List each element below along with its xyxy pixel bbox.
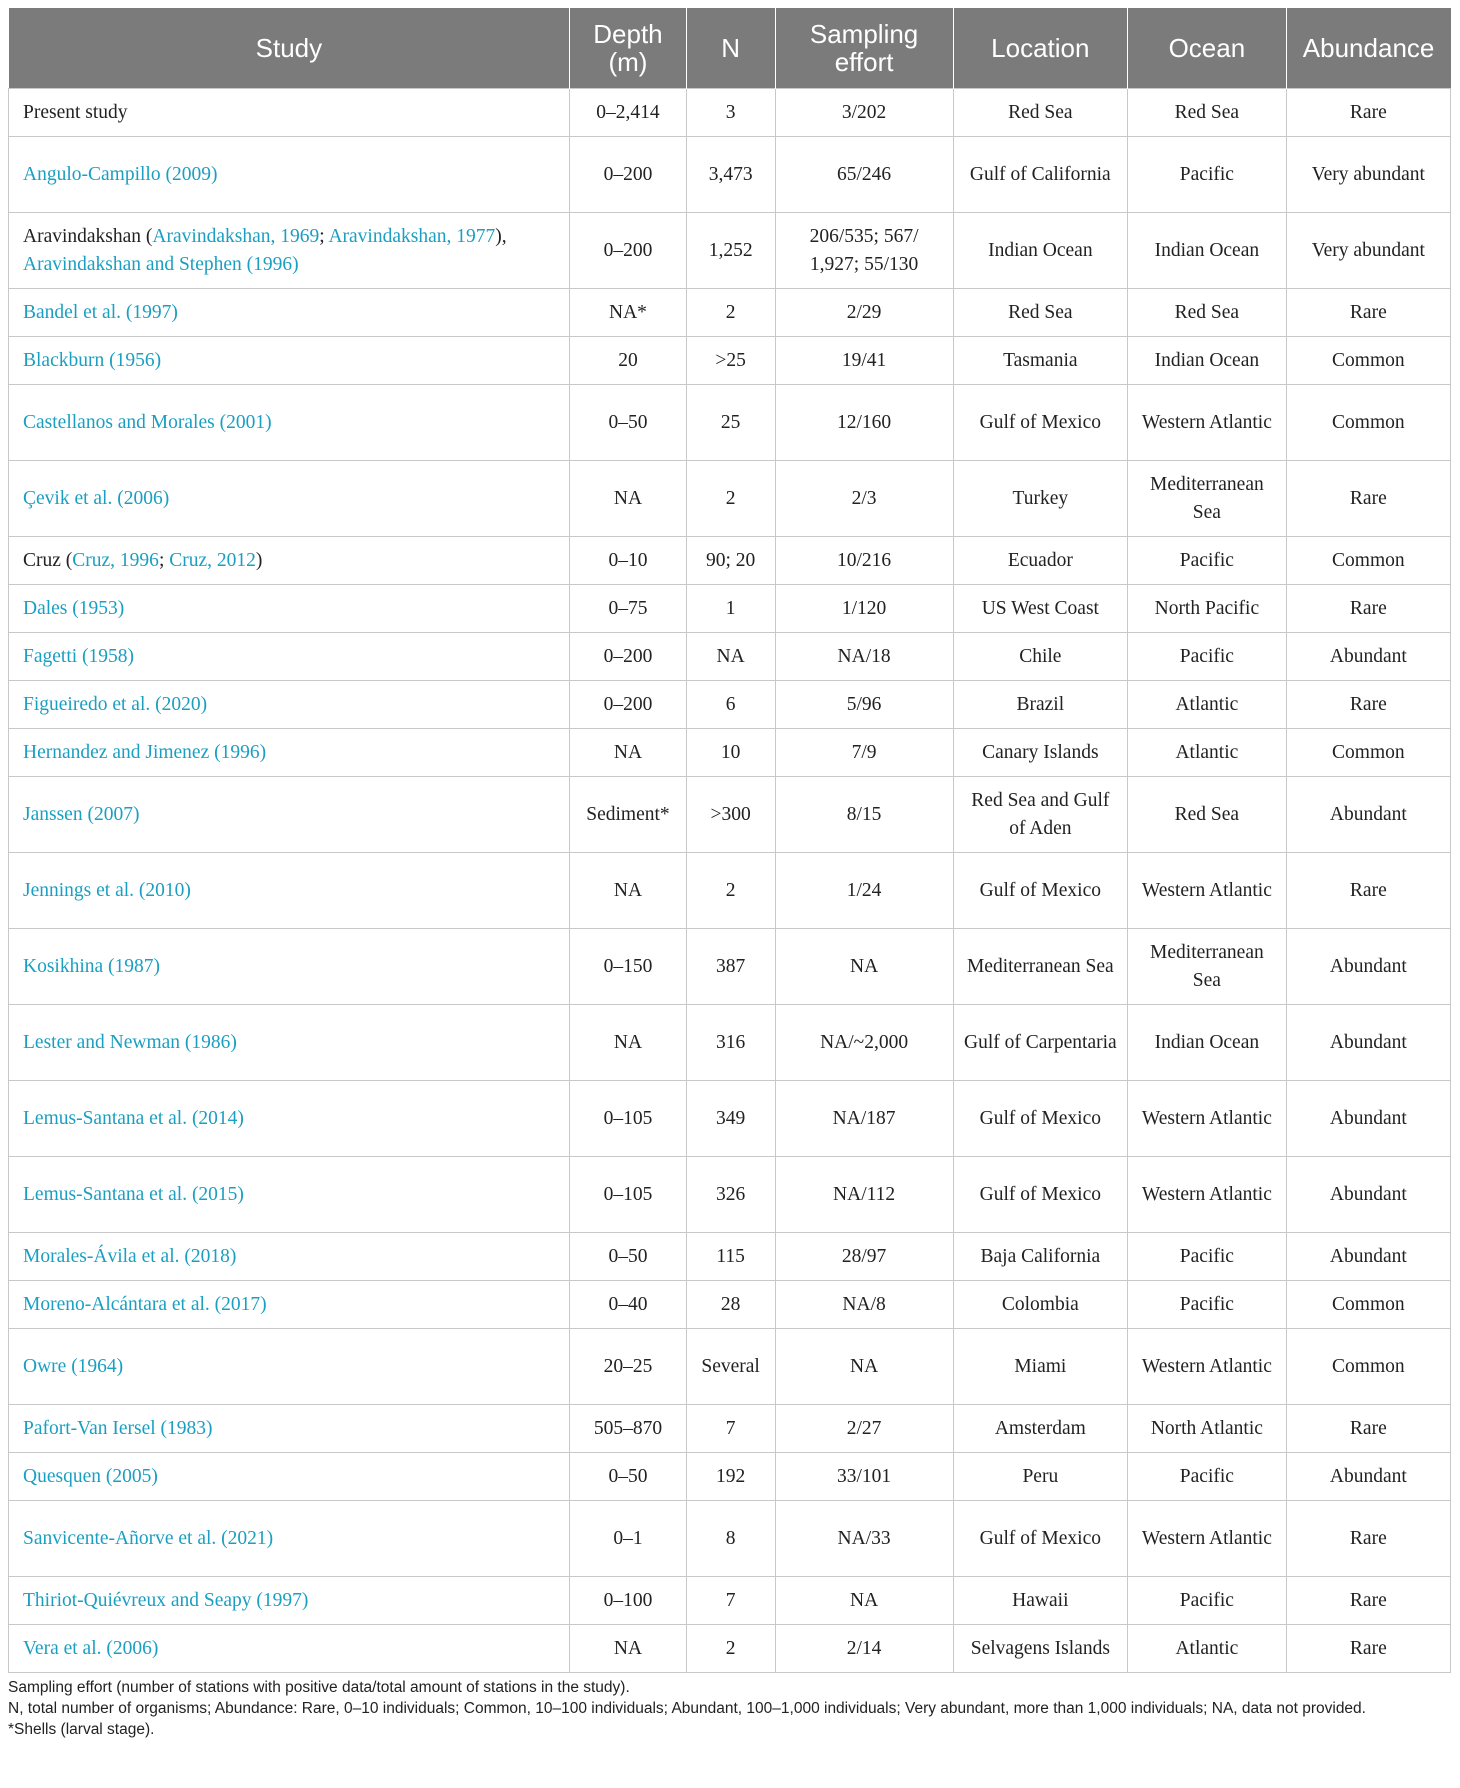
- cell-effort: NA/18: [775, 633, 953, 681]
- cell-ocean: Western Atlantic: [1128, 385, 1287, 461]
- cell-location: Hawaii: [953, 1577, 1128, 1625]
- cell-abundance: Rare: [1286, 289, 1450, 337]
- cell-abundance: Rare: [1286, 853, 1450, 929]
- cell-depth: NA: [570, 461, 686, 537]
- cell-effort: 1/24: [775, 853, 953, 929]
- column-header-study: Study: [9, 8, 570, 89]
- cell-abundance: Rare: [1286, 1625, 1450, 1673]
- cell-n: 316: [686, 1005, 775, 1081]
- cell-location: Gulf of Mexico: [953, 385, 1128, 461]
- table-row: [9, 1501, 1451, 1577]
- cell-location: Tasmania: [953, 337, 1128, 385]
- cell-abundance: Common: [1286, 1329, 1450, 1405]
- cell-location: Ecuador: [953, 537, 1128, 585]
- table-row: [9, 89, 1451, 137]
- cell-location: US West Coast: [953, 585, 1128, 633]
- cell-ocean: Western Atlantic: [1128, 1157, 1287, 1233]
- cell-location: Turkey: [953, 461, 1128, 537]
- cell-abundance: Abundant: [1286, 777, 1450, 853]
- citation-link[interactable]: Lester and Newman (1986): [23, 1031, 237, 1053]
- cell-study: [9, 681, 570, 729]
- cell-study: [9, 137, 570, 213]
- cell-abundance: Abundant: [1286, 1005, 1450, 1081]
- cell-location: Chile: [953, 633, 1128, 681]
- cell-study: [9, 1329, 570, 1405]
- cell-n: 3: [686, 89, 775, 137]
- study-text: ): [255, 549, 263, 571]
- table-row: [9, 289, 1451, 337]
- cell-ocean: Mediterranean Sea: [1128, 461, 1287, 537]
- cell-depth: 0–200: [570, 213, 686, 289]
- cell-location: Gulf of California: [953, 137, 1128, 213]
- cell-effort: 2/29: [775, 289, 953, 337]
- cell-effort: 33/101: [775, 1453, 953, 1501]
- cell-n: 6: [686, 681, 775, 729]
- citation-link[interactable]: Lemus-Santana et al. (2015): [23, 1183, 244, 1205]
- cell-depth: NA: [570, 1005, 686, 1081]
- cell-n: 8: [686, 1501, 775, 1577]
- citation-link[interactable]: Morales-Ávila et al. (2018): [23, 1245, 237, 1267]
- cell-ocean: Western Atlantic: [1128, 853, 1287, 929]
- cell-effort: 3/202: [775, 89, 953, 137]
- citation-link[interactable]: Sanvicente-Añorve et al. (2021): [23, 1527, 274, 1549]
- citation-link[interactable]: Cruz, 2012: [169, 549, 256, 571]
- cell-ocean: Pacific: [1128, 1453, 1287, 1501]
- cell-ocean: Pacific: [1128, 1577, 1287, 1625]
- column-header-n: N: [686, 8, 775, 89]
- data-table: [8, 8, 1451, 1673]
- citation-link[interactable]: Aravindakshan, 1969: [152, 225, 320, 247]
- cell-study: [9, 853, 570, 929]
- cell-study: [9, 1501, 570, 1577]
- cell-depth: 0–50: [570, 1453, 686, 1501]
- cell-effort: 1/120: [775, 585, 953, 633]
- cell-effort: 10/216: [775, 537, 953, 585]
- cell-depth: 0–50: [570, 385, 686, 461]
- cell-depth: 0–1: [570, 1501, 686, 1577]
- cell-depth: 0–200: [570, 633, 686, 681]
- cell-depth: 0–2,414: [570, 89, 686, 137]
- cell-location: Mediterranean Sea: [953, 929, 1128, 1005]
- cell-study: [9, 585, 570, 633]
- cell-abundance: Abundant: [1286, 633, 1450, 681]
- cell-ocean: Indian Ocean: [1128, 337, 1287, 385]
- table-row: [9, 777, 1451, 853]
- cell-study: [9, 1405, 570, 1453]
- cell-effort: NA/8: [775, 1281, 953, 1329]
- cell-n: 1: [686, 585, 775, 633]
- cell-n: 387: [686, 929, 775, 1005]
- citation-link[interactable]: Bandel et al. (1997): [23, 301, 178, 323]
- cell-ocean: Western Atlantic: [1128, 1329, 1287, 1405]
- cell-location: Indian Ocean: [953, 213, 1128, 289]
- cell-location: Amsterdam: [953, 1405, 1128, 1453]
- table-container: [8, 8, 1451, 1740]
- cell-n: >25: [686, 337, 775, 385]
- cell-study: [9, 385, 570, 461]
- cell-depth: 0–100: [570, 1577, 686, 1625]
- cell-depth: 0–200: [570, 681, 686, 729]
- cell-location: Red Sea: [953, 89, 1128, 137]
- cell-n: 2: [686, 461, 775, 537]
- citation-link[interactable]: Thiriot-Quiévreux and Seapy (1997): [23, 1589, 309, 1611]
- cell-location: Gulf of Mexico: [953, 1081, 1128, 1157]
- cell-study: [9, 213, 570, 289]
- cell-ocean: North Atlantic: [1128, 1405, 1287, 1453]
- study-text: Present study: [23, 101, 128, 123]
- study-text: ;: [319, 225, 329, 247]
- cell-depth: 0–40: [570, 1281, 686, 1329]
- citation-link[interactable]: Castellanos and Morales (2001): [23, 411, 272, 433]
- cell-study: [9, 337, 570, 385]
- cell-depth: 0–105: [570, 1081, 686, 1157]
- cell-effort: 206/535; 567/ 1,927; 55/130: [775, 213, 953, 289]
- cell-effort: 2/3: [775, 461, 953, 537]
- cell-depth: 0–75: [570, 585, 686, 633]
- citation-link[interactable]: Quesquen (2005): [23, 1465, 158, 1487]
- cell-effort: NA: [775, 929, 953, 1005]
- cell-study: [9, 1281, 570, 1329]
- cell-depth: 505–870: [570, 1405, 686, 1453]
- citation-link[interactable]: Lemus-Santana et al. (2014): [23, 1107, 244, 1129]
- cell-location: Miami: [953, 1329, 1128, 1405]
- cell-study: [9, 1233, 570, 1281]
- cell-abundance: Common: [1286, 729, 1450, 777]
- cell-ocean: Pacific: [1128, 1281, 1287, 1329]
- table-row: [9, 633, 1451, 681]
- cell-location: Gulf of Mexico: [953, 1157, 1128, 1233]
- cell-abundance: Common: [1286, 537, 1450, 585]
- cell-ocean: North Pacific: [1128, 585, 1287, 633]
- table-row: [9, 537, 1451, 585]
- cell-effort: 2/27: [775, 1405, 953, 1453]
- study-text: Aravindakshan (: [23, 225, 153, 247]
- table-row: [9, 1577, 1451, 1625]
- cell-abundance: Abundant: [1286, 929, 1450, 1005]
- cell-abundance: Very abundant: [1286, 137, 1450, 213]
- cell-n: 326: [686, 1157, 775, 1233]
- cell-study: [9, 1157, 570, 1233]
- cell-n: NA: [686, 633, 775, 681]
- cell-abundance: Abundant: [1286, 1453, 1450, 1501]
- cell-effort: NA/187: [775, 1081, 953, 1157]
- cell-n: 2: [686, 289, 775, 337]
- citation-link[interactable]: Janssen (2007): [23, 803, 140, 825]
- cell-abundance: Abundant: [1286, 1157, 1450, 1233]
- cell-n: 3,473: [686, 137, 775, 213]
- cell-effort: 7/9: [775, 729, 953, 777]
- cell-abundance: Very abundant: [1286, 213, 1450, 289]
- cell-ocean: Red Sea: [1128, 289, 1287, 337]
- cell-location: Brazil: [953, 681, 1128, 729]
- cell-abundance: Abundant: [1286, 1081, 1450, 1157]
- cell-n: 115: [686, 1233, 775, 1281]
- cell-abundance: Rare: [1286, 1577, 1450, 1625]
- cell-ocean: Pacific: [1128, 137, 1287, 213]
- cell-ocean: Red Sea: [1128, 89, 1287, 137]
- cell-location: Gulf of Mexico: [953, 1501, 1128, 1577]
- cell-effort: 8/15: [775, 777, 953, 853]
- cell-depth: NA: [570, 729, 686, 777]
- citation-link[interactable]: Aravindakshan and Stephen (1996): [23, 253, 299, 275]
- table-row: [9, 1405, 1451, 1453]
- cell-n: 28: [686, 1281, 775, 1329]
- cell-depth: 0–10: [570, 537, 686, 585]
- cell-n: 25: [686, 385, 775, 461]
- cell-abundance: Rare: [1286, 461, 1450, 537]
- cell-location: Peru: [953, 1453, 1128, 1501]
- cell-effort: 19/41: [775, 337, 953, 385]
- citation-link[interactable]: Dales (1953): [23, 597, 125, 619]
- citation-link[interactable]: Aravindakshan, 1977: [328, 225, 496, 247]
- cell-location: Red Sea: [953, 289, 1128, 337]
- table-row: [9, 137, 1451, 213]
- cell-depth: 20: [570, 337, 686, 385]
- cell-study: [9, 1453, 570, 1501]
- column-header-location: Location: [953, 8, 1128, 89]
- cell-ocean: Western Atlantic: [1128, 1501, 1287, 1577]
- citation-link[interactable]: Angulo-Campillo (2009): [23, 163, 218, 185]
- cell-location: Gulf of Mexico: [953, 853, 1128, 929]
- footnote-shells: *Shells (larval stage).: [8, 1721, 155, 1738]
- cell-depth: 0–150: [570, 929, 686, 1005]
- cell-depth: NA: [570, 1625, 686, 1673]
- table-row: [9, 1625, 1451, 1673]
- cell-ocean: Atlantic: [1128, 729, 1287, 777]
- table-row: [9, 1453, 1451, 1501]
- cell-study: [9, 729, 570, 777]
- cell-ocean: Pacific: [1128, 537, 1287, 585]
- table-row: [9, 1081, 1451, 1157]
- column-header-sampling-effort: Sampling effort: [775, 8, 953, 89]
- citation-link[interactable]: Figueiredo et al. (2020): [23, 693, 208, 715]
- citation-link[interactable]: Vera et al. (2006): [23, 1637, 159, 1659]
- cell-study: [9, 289, 570, 337]
- footnote-sampling-effort: Sampling effort (number of stations with positive data/total amount of stations in the study).: [8, 1679, 630, 1696]
- cell-n: 2: [686, 853, 775, 929]
- cell-study: [9, 633, 570, 681]
- header-row: [9, 8, 1451, 89]
- cell-depth: 0–50: [570, 1233, 686, 1281]
- cell-n: Several: [686, 1329, 775, 1405]
- cell-ocean: Mediterranean Sea: [1128, 929, 1287, 1005]
- cell-abundance: Rare: [1286, 681, 1450, 729]
- cell-effort: NA/~2,000: [775, 1005, 953, 1081]
- cell-ocean: Red Sea: [1128, 777, 1287, 853]
- cell-n: 90; 20: [686, 537, 775, 585]
- study-text: ),: [495, 225, 507, 247]
- citation-link[interactable]: Blackburn (1956): [23, 349, 162, 371]
- cell-n: 349: [686, 1081, 775, 1157]
- citation-link[interactable]: Çevik et al. (2006): [23, 487, 170, 509]
- cell-n: 7: [686, 1405, 775, 1453]
- footnote-abbreviations: N, total number of organisms; Abundance: Rare, 0–10 individuals; Common, 10–100 individuals; Abundant, 100–1,000 individuals; Very abundant, more than 1,000 individuals; NA, data not provided.: [8, 1700, 1366, 1717]
- cell-n: 1,252: [686, 213, 775, 289]
- cell-n: 10: [686, 729, 775, 777]
- table-row: [9, 681, 1451, 729]
- cell-effort: 5/96: [775, 681, 953, 729]
- cell-effort: 2/14: [775, 1625, 953, 1673]
- cell-ocean: Pacific: [1128, 633, 1287, 681]
- cell-n: 2: [686, 1625, 775, 1673]
- cell-n: >300: [686, 777, 775, 853]
- cell-abundance: Rare: [1286, 1501, 1450, 1577]
- table-row: [9, 1329, 1451, 1405]
- citation-link[interactable]: Hernandez and Jimenez (1996): [23, 741, 267, 763]
- cell-abundance: Abundant: [1286, 1233, 1450, 1281]
- cell-depth: NA*: [570, 289, 686, 337]
- cell-effort: NA/33: [775, 1501, 953, 1577]
- cell-abundance: Rare: [1286, 89, 1450, 137]
- table-row: [9, 729, 1451, 777]
- table-body: [9, 89, 1451, 1673]
- study-text: ;: [158, 549, 170, 571]
- table-row: [9, 213, 1451, 289]
- cell-location: Canary Islands: [953, 729, 1128, 777]
- cell-study: [9, 1625, 570, 1673]
- table-row: [9, 461, 1451, 537]
- cell-study: [9, 537, 570, 585]
- cell-depth: 0–200: [570, 137, 686, 213]
- cell-ocean: Indian Ocean: [1128, 1005, 1287, 1081]
- cell-n: 192: [686, 1453, 775, 1501]
- cell-ocean: Atlantic: [1128, 681, 1287, 729]
- table-row: [9, 1005, 1451, 1081]
- table-row: [9, 1233, 1451, 1281]
- cell-effort: 65/246: [775, 137, 953, 213]
- study-text: Cruz (: [23, 549, 73, 571]
- cell-study: [9, 1577, 570, 1625]
- cell-effort: 28/97: [775, 1233, 953, 1281]
- cell-location: Baja California: [953, 1233, 1128, 1281]
- cell-effort: NA: [775, 1329, 953, 1405]
- cell-depth: 20–25: [570, 1329, 686, 1405]
- citation-link[interactable]: Cruz, 1996: [72, 549, 159, 571]
- cell-effort: NA/112: [775, 1157, 953, 1233]
- cell-location: Red Sea and Gulf of Aden: [953, 777, 1128, 853]
- cell-abundance: Rare: [1286, 585, 1450, 633]
- cell-effort: 12/160: [775, 385, 953, 461]
- column-header-depth: Depth (m): [570, 8, 686, 89]
- table-row: [9, 1157, 1451, 1233]
- cell-ocean: Pacific: [1128, 1233, 1287, 1281]
- table-row: [9, 1281, 1451, 1329]
- cell-abundance: Common: [1286, 337, 1450, 385]
- cell-study: [9, 777, 570, 853]
- citation-link[interactable]: Owre (1964): [23, 1355, 124, 1377]
- cell-abundance: Common: [1286, 385, 1450, 461]
- cell-abundance: Rare: [1286, 1405, 1450, 1453]
- citation-link[interactable]: Pafort-Van Iersel (1983): [23, 1417, 213, 1439]
- table-row: [9, 929, 1451, 1005]
- cell-study: [9, 1005, 570, 1081]
- table-footnotes: [8, 1677, 1451, 1740]
- cell-effort: NA: [775, 1577, 953, 1625]
- cell-study: [9, 929, 570, 1005]
- cell-study: [9, 461, 570, 537]
- cell-location: Colombia: [953, 1281, 1128, 1329]
- cell-study: [9, 1081, 570, 1157]
- cell-ocean: Western Atlantic: [1128, 1081, 1287, 1157]
- table-row: [9, 853, 1451, 929]
- cell-depth: 0–105: [570, 1157, 686, 1233]
- cell-location: Selvagens Islands: [953, 1625, 1128, 1673]
- column-header-ocean: Ocean: [1128, 8, 1287, 89]
- cell-location: Gulf of Carpentaria: [953, 1005, 1128, 1081]
- citation-link[interactable]: Kosikhina (1987): [23, 955, 161, 977]
- cell-ocean: Indian Ocean: [1128, 213, 1287, 289]
- table-row: [9, 585, 1451, 633]
- cell-ocean: Atlantic: [1128, 1625, 1287, 1673]
- cell-depth: NA: [570, 853, 686, 929]
- table-row: [9, 385, 1451, 461]
- citation-link[interactable]: Fagetti (1958): [23, 645, 135, 667]
- citation-link[interactable]: Jennings et al. (2010): [23, 879, 191, 901]
- cell-abundance: Common: [1286, 1281, 1450, 1329]
- table-row: [9, 337, 1451, 385]
- cell-n: 7: [686, 1577, 775, 1625]
- cell-depth: Sediment*: [570, 777, 686, 853]
- cell-study: [9, 89, 570, 137]
- citation-link[interactable]: Moreno-Alcántara et al. (2017): [23, 1293, 267, 1315]
- column-header-abundance: Abundance: [1286, 8, 1450, 89]
